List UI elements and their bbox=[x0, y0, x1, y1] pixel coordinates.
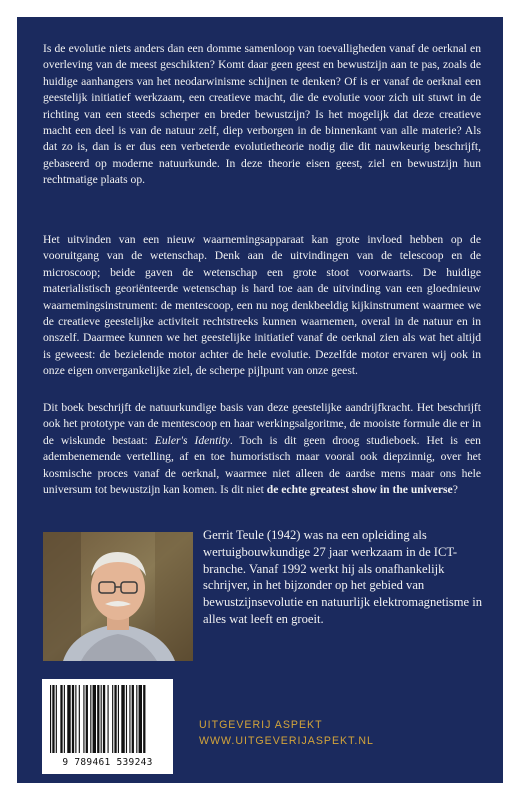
barcode-bar bbox=[103, 685, 105, 753]
barcode-bar bbox=[67, 685, 70, 753]
barcode-bar bbox=[93, 685, 96, 753]
isbn-digits: 9 789461 539243 bbox=[62, 757, 153, 768]
barcode-bar bbox=[101, 685, 102, 753]
barcode-bar bbox=[50, 685, 51, 753]
barcode-bar bbox=[52, 685, 54, 753]
blurb-paragraph-3 bbox=[43, 400, 481, 498]
blurb-text: . Toch is dit geen droog studieboek. Het is een adembenemende vertelling, af en toe humoristisch maar vooral ook diepzinnig, over het kosmische proces vanaf de oerknal, waarmee niet alleen de aardse mens maar ons hele universum tot bewustzijn kan komen. Is dit niet bbox=[43, 433, 481, 497]
barcode-bar bbox=[75, 685, 76, 753]
barcode-bar bbox=[129, 685, 130, 753]
blurb-paragraph-2: Het uitvinden van een nieuw waarnemingsapparaat kan grote invloed hebben op de vooruitgang van de wetenschap. Denk aan de uitvindingen van de telescoop en de microscoop; beide gaven de wetenschap een grote stoot voorwaarts. De huidige materialistisch georiënteerde wetenschap is hard toe aan de uitvinding van een gloednieuw waarnemingsinstrument: de mentescoop, een nu nog denkbeeldig kijkinstrument waarmee we de creatieve geestelijke activiteit rechtstreeks kunnen waarnemen, overal in de natuur en in onszelf. Daarmee kunnen we het geestelijke initiatief vanaf de oerknal zien als wat het altijd is geweest: de bezielende motor achter de hele evolutie. Dezelfde motor ervaren wij ook in onze eigen onvergankelijke ziel, de scherpe pijlpunt van onze geest. bbox=[43, 233, 481, 378]
formula-title: Euler's Identity bbox=[154, 433, 230, 447]
barcode-bar bbox=[132, 685, 134, 753]
barcode-bar bbox=[72, 685, 74, 753]
barcode-bar bbox=[112, 685, 113, 753]
barcode-bar bbox=[118, 685, 119, 753]
back-cover bbox=[17, 17, 503, 783]
barcode-bars bbox=[42, 679, 173, 757]
blurb-text: ? bbox=[452, 483, 458, 497]
barcode-bar bbox=[126, 685, 127, 753]
blurb-paragraph-1: Is de evolutie niets anders dan een domme samenloop van toevalligheden vanaf de oerknal en overleving van de meest geschikten? Komt daar geen geest en bewustzijn aan te pas, zoals de huidige aanhangers van het neodarwinisme schijnen te denken? Of is er vanaf de oerknal een geestelijk initiatief werkzaam, een creatieve macht, die de evolutie voor zich uit stuwt in de richting van een steeds scherper en breder bewustzijn? Is het mogelijk dat deze creatieve macht een deel is van de natuur zelf, diep verborgen in de binnenkant van alle materie? Als dat zo is, dan is er dus een verbeterde evolutietheorie nodig die dit nauwkeurig beschrijft, gebaseerd op moderne natuurkunde. In deze theorie eisen geest, ziel en bewustzijn hun rechtmatige plaats op. bbox=[43, 42, 481, 187]
barcode-bar bbox=[143, 685, 145, 753]
barcode-bar bbox=[139, 685, 142, 753]
author-bio: Gerrit Teule (1942) was na een opleiding als wertuigbouwkundige 27 jaar werkzaam in de ICT-branche. Vanaf 1992 werkt hij als onafhankelijk schrijver, in het bijzonder op het gebied van bewustzijnsevolutie en natuurlijk elektromagnetisme in alles wat leeft en groeit. bbox=[203, 528, 483, 626]
barcode-bar bbox=[60, 685, 62, 753]
barcode-bar bbox=[108, 685, 109, 753]
publisher-name: UITGEVERIJ ASPEKT bbox=[199, 719, 323, 731]
barcode-bar bbox=[64, 685, 65, 753]
barcode-bar bbox=[90, 685, 91, 753]
author-photo bbox=[43, 532, 193, 661]
barcode-bar bbox=[97, 685, 99, 753]
blurb-emphasis: de echte greatest show in the universe bbox=[266, 483, 453, 497]
barcode-bar bbox=[86, 685, 88, 753]
barcode-bar bbox=[56, 685, 57, 753]
barcode-bar bbox=[121, 685, 124, 753]
barcode-bar bbox=[79, 685, 80, 753]
barcode bbox=[42, 679, 173, 774]
publisher-website: WWW.UITGEVERIJASPEKT.NL bbox=[199, 735, 374, 747]
blurb-text: Dit boek beschrijft de natuurkundige basis van deze geestelijke aandrijfkracht. Het beschrijft ook het prototype van de mentescoop en haar werkingsalgoritme, de mooiste formule die er in de wiskunde bestaat: bbox=[43, 401, 481, 447]
publisher-block bbox=[199, 717, 374, 749]
barcode-bar bbox=[83, 685, 84, 753]
barcode-bar bbox=[136, 685, 137, 753]
barcode-bar bbox=[114, 685, 116, 753]
